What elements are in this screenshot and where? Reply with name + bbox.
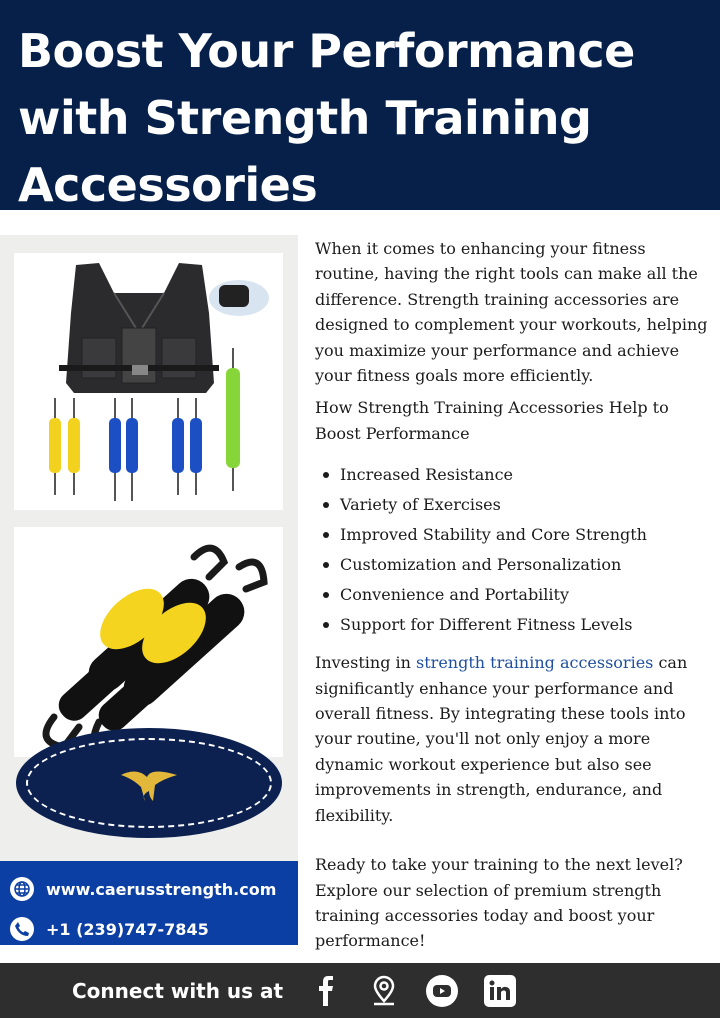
article-body — [315, 236, 710, 954]
brand-logo-badge — [16, 728, 282, 838]
title-line-1: Boost Your Performance — [18, 24, 635, 78]
list-item: Improved Stability and Core Strength — [315, 520, 710, 550]
weight-vest-and-bands-photo — [14, 253, 283, 510]
page-header — [0, 0, 720, 210]
benefits-list — [315, 460, 710, 640]
footer-bar — [0, 963, 720, 1018]
phone-row[interactable] — [10, 913, 298, 945]
title-line-3: Accessories — [18, 158, 318, 212]
list-item: Increased Resistance — [315, 460, 710, 490]
intro-paragraph: When it comes to enhancing your fitness routine, having the right tools can make all the difference. Strength training accessories are designed to complement your workouts, helping you maximize your performance and achieve your fitness goals more efficiently. — [315, 239, 708, 386]
list-item: Convenience and Portability — [315, 580, 710, 610]
list-item: Support for Different Fitness Levels — [315, 610, 710, 640]
linkedin-icon[interactable] — [483, 974, 517, 1008]
phone-icon — [10, 917, 34, 941]
call-to-action: Ready to take your training to the next level? Explore our selection of premium strength training accessories today and boost your performance! — [315, 855, 683, 951]
handle-bands-closeup-photo — [14, 527, 283, 757]
closing-prefix: Investing in — [315, 653, 417, 673]
title-line-2: with Strength Training — [18, 91, 592, 145]
connect-label: Connect with us at — [72, 978, 284, 1003]
contact-box — [0, 861, 298, 945]
phone-number[interactable]: +1 (239)747-7845 — [46, 919, 209, 939]
benefits-heading: How Strength Training Accessories Help to Boost Performance — [315, 398, 669, 443]
website-link[interactable]: www.caerusstrength.com — [46, 879, 277, 899]
youtube-icon[interactable] — [425, 974, 459, 1008]
eagle-logo-icon — [119, 761, 179, 805]
strength-accessories-link[interactable]: strength training accessories — [416, 653, 654, 673]
page-title — [18, 18, 702, 219]
closing-paragraph — [315, 650, 710, 828]
list-item: Customization and Personalization — [315, 550, 710, 580]
globe-icon — [10, 877, 34, 901]
location-pin-icon[interactable] — [367, 974, 401, 1008]
facebook-icon[interactable] — [309, 974, 343, 1008]
website-row[interactable] — [10, 873, 298, 905]
list-item: Variety of Exercises — [315, 490, 710, 520]
closing-suffix: can significantly enhance your performance and overall fitness. By integrating these tools into your routine, you'll not only enjoy a more dynamic workout experience but also see improvements in strength, endurance, and flexibility. — [315, 653, 688, 825]
